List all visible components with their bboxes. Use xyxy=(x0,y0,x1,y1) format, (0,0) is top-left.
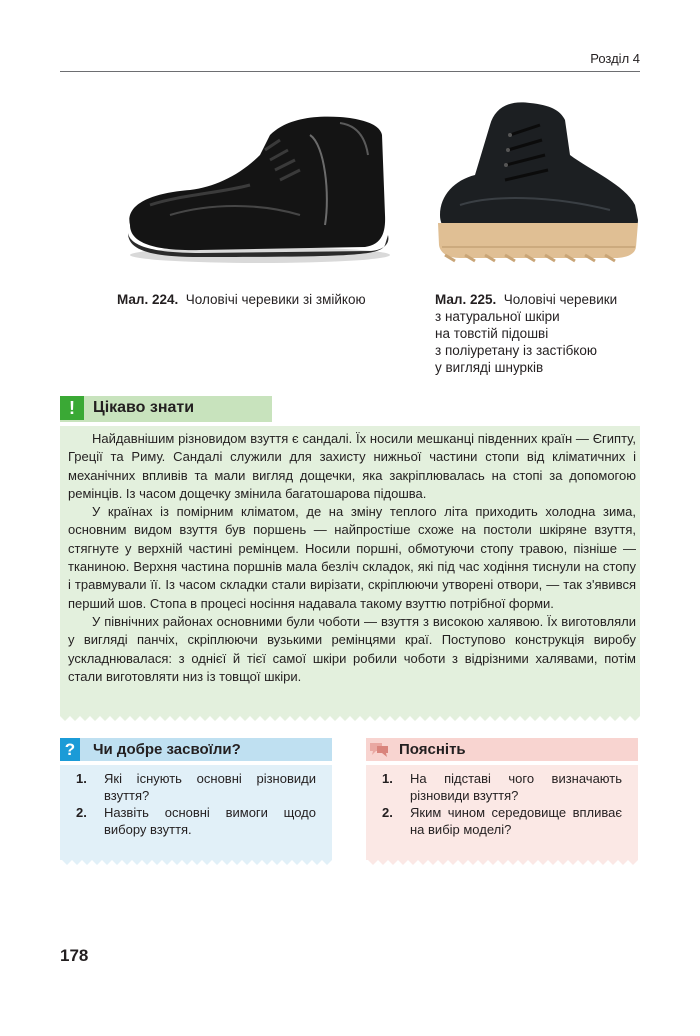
list-item xyxy=(76,771,316,804)
figure-224-text: Чоловічі черевики зі змійкою xyxy=(185,292,366,307)
figure-224-caption xyxy=(117,291,366,308)
list-item xyxy=(76,805,316,838)
figure-225-line-4: з поліуретану із застібкою xyxy=(435,343,597,358)
interesting-facts-box xyxy=(60,396,640,716)
self-check-list xyxy=(76,771,316,839)
fact-paragraph: Найдавнішим різновидом взуття є сандалі. Їх носили мешканці південних країн — Єгипту, Греції та Риму. Сандалі служили для захисту нижньої частини стопи від кліматичних і механічних впливів та мали вигляд дощечки, яка закріплювалась на стопі за допомогою ремінців. Із часом дощечку змінила багатошарова підошва. xyxy=(68,431,636,501)
item-number: 1. xyxy=(382,771,393,786)
figure-225-caption xyxy=(435,291,650,376)
self-check-questions-box xyxy=(60,738,332,860)
explain-title: Поясніть xyxy=(399,741,466,758)
self-check-header xyxy=(60,738,332,761)
shoe-image-zipper-boot xyxy=(110,95,400,275)
zigzag-border xyxy=(60,858,332,866)
header-rule xyxy=(60,71,640,72)
fact-paragraph: У північних районах основними були чоботи — взуття з високою халявою. Їх виготовляли у вигляді панчіх, скріплюючи вузькими ремінцями краї. Поступово конструкція виробу ускладнювалася: з однієї й тієї самої шкіри робили чоботи з відрізними халявами, потім стали виготовляти низ із товщої шкіри. xyxy=(68,613,636,684)
figure-225-line-3: на товстій підошві xyxy=(435,326,549,341)
list-item xyxy=(382,771,622,804)
explain-box xyxy=(366,738,638,860)
explain-header xyxy=(366,738,638,761)
section-label: Розділ 4 xyxy=(590,51,640,66)
fact-paragraph: У країнах із помірним кліматом, де на зміну теплого літа приходить холодна зима, основним видом взуття був поршень — найпростіше схоже на постоли шкіряне взуття, стягнуте у верхній частині ремінцем. Носили поршні, обмотуючи стопу травою, пізніше — тканиною. Верхня частина поршнів мала безліч складок, які під час ходіння тиснули на стопу і травмували її. Із часом складки стали вирізати, скріплюючи утворені отвори, — так з'явився перший шов. Стопа в процесі носіння надавала такому взуттю потрібної форми. xyxy=(68,504,636,611)
figure-224-number: Мал. 224. xyxy=(117,292,179,307)
figure-225-line-1: Чоловічі черевики xyxy=(503,292,618,307)
zigzag-border xyxy=(366,858,638,866)
item-text: Назвіть основні вимоги щодо вибору взуття. xyxy=(104,805,316,837)
shoe-image-thick-sole-boot xyxy=(430,95,645,275)
question-mark-icon: ? xyxy=(60,738,80,761)
item-number: 2. xyxy=(382,805,393,820)
speech-bubble-icon xyxy=(368,741,390,758)
fact-box-header xyxy=(60,396,272,422)
list-item xyxy=(382,805,622,838)
page-number: 178 xyxy=(60,946,89,965)
item-text: Яким чином середовище впливає на вибір моделі? xyxy=(410,805,622,837)
zigzag-border xyxy=(60,714,640,722)
self-check-title: Чи добре засвоїли? xyxy=(93,741,241,758)
figure-225-line-5: у вигляді шнурків xyxy=(435,360,544,375)
fact-box-title: Цікаво знати xyxy=(93,399,195,416)
explain-list xyxy=(382,771,622,839)
exclamation-icon: ! xyxy=(60,396,84,420)
item-number: 1. xyxy=(76,771,87,786)
figure-225-number: Мал. 225. xyxy=(435,292,497,307)
fact-box-text xyxy=(68,430,636,686)
item-text: Які існують основні різновиди взуття? xyxy=(104,771,316,803)
item-text: На підставі чого визначають різновиди взуття? xyxy=(410,771,622,803)
figure-225-line-2: з натуральної шкіри xyxy=(435,309,560,324)
item-number: 2. xyxy=(76,805,87,820)
